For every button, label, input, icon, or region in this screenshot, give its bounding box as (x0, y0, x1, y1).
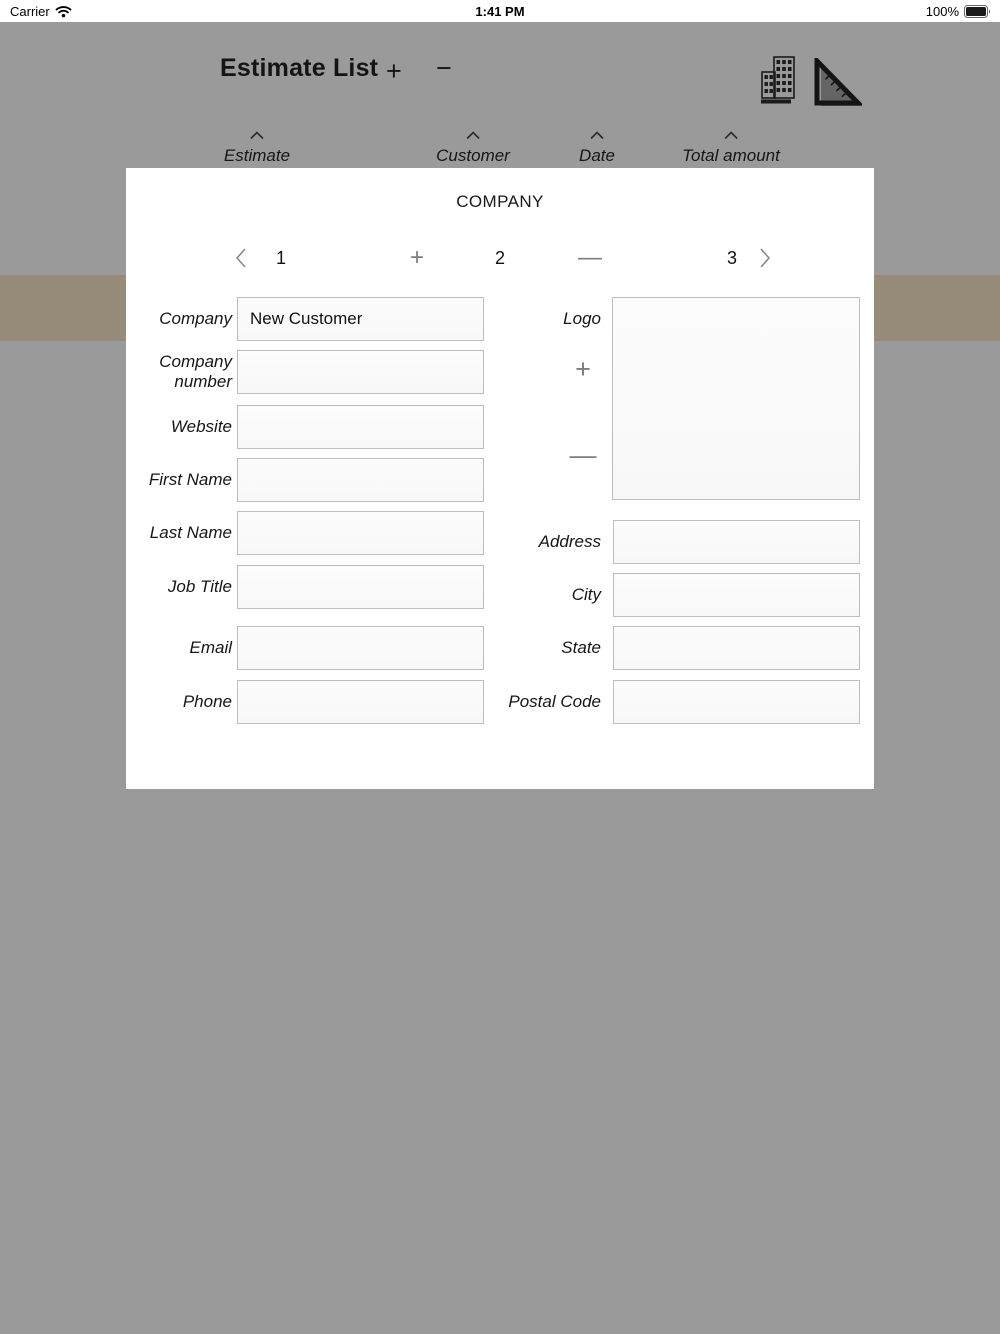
company-modal (126, 168, 874, 789)
column-header-customer[interactable] (436, 131, 510, 166)
building-icon (761, 55, 797, 105)
page-next-button[interactable] (753, 244, 777, 272)
job-title-label: Job Title (167, 576, 232, 596)
company-label: Company (159, 308, 232, 328)
set-square-icon (810, 58, 862, 108)
logo-label: Logo (563, 308, 601, 328)
add-page-button[interactable]: + (400, 244, 434, 272)
chevron-left-icon (235, 247, 247, 269)
phone-input[interactable] (237, 680, 484, 724)
modal-title: COMPANY (456, 192, 544, 211)
postal-code-input[interactable] (613, 680, 860, 724)
column-label: Total amount (682, 146, 780, 165)
page-3-button[interactable]: 3 (721, 244, 743, 272)
remove-estimate-button[interactable]: − (436, 53, 452, 83)
caret-up-icon (465, 131, 481, 140)
caret-up-icon (249, 131, 265, 140)
last-name-label: Last Name (149, 522, 232, 542)
address-label: Address (538, 531, 601, 551)
column-label: Customer (436, 146, 510, 165)
status-bar (0, 0, 1000, 22)
battery-percent: 100% (925, 3, 959, 19)
page-title: Estimate List (220, 54, 379, 82)
state-input[interactable] (613, 626, 860, 670)
phone-label: Phone (182, 691, 232, 711)
website-label: Website (170, 416, 232, 436)
remove-logo-button[interactable]: — (564, 439, 602, 471)
page-1-button[interactable]: 1 (270, 244, 292, 272)
state-label: State (561, 637, 601, 657)
city-label: City (571, 584, 601, 604)
column-header-date[interactable] (579, 131, 615, 166)
remove-page-button[interactable]: — (573, 244, 607, 272)
city-input[interactable] (613, 573, 860, 617)
logo-dropzone[interactable] (612, 297, 860, 500)
first-name-input[interactable] (237, 458, 484, 502)
page-2-button[interactable]: 2 (489, 244, 511, 272)
caret-up-icon (723, 131, 739, 140)
company-number-label: Company number (159, 351, 232, 391)
last-name-input[interactable] (237, 511, 484, 555)
estimate-tool-button[interactable] (810, 58, 862, 113)
email-label: Email (189, 637, 232, 657)
carrier-label: Carrier (10, 3, 50, 19)
page-prev-button[interactable] (229, 244, 253, 272)
add-logo-button[interactable]: + (564, 353, 602, 385)
address-input[interactable] (613, 520, 860, 564)
website-input[interactable] (237, 405, 484, 449)
first-name-label: First Name (148, 469, 232, 489)
status-time: 1:41 PM (475, 3, 525, 19)
caret-up-icon (589, 131, 605, 140)
add-estimate-button[interactable]: + (386, 56, 402, 86)
column-header-total-amount[interactable] (682, 131, 780, 166)
company-button[interactable] (761, 55, 797, 110)
column-header-estimate[interactable] (224, 131, 290, 166)
job-title-input[interactable] (237, 565, 484, 609)
column-label: Estimate (223, 146, 291, 165)
company-number-input[interactable] (237, 350, 484, 394)
company-input[interactable] (237, 297, 484, 341)
chevron-right-icon (759, 247, 771, 269)
column-label: Date (579, 146, 615, 165)
postal-code-label: Postal Code (508, 691, 601, 711)
email-input[interactable] (237, 626, 484, 670)
